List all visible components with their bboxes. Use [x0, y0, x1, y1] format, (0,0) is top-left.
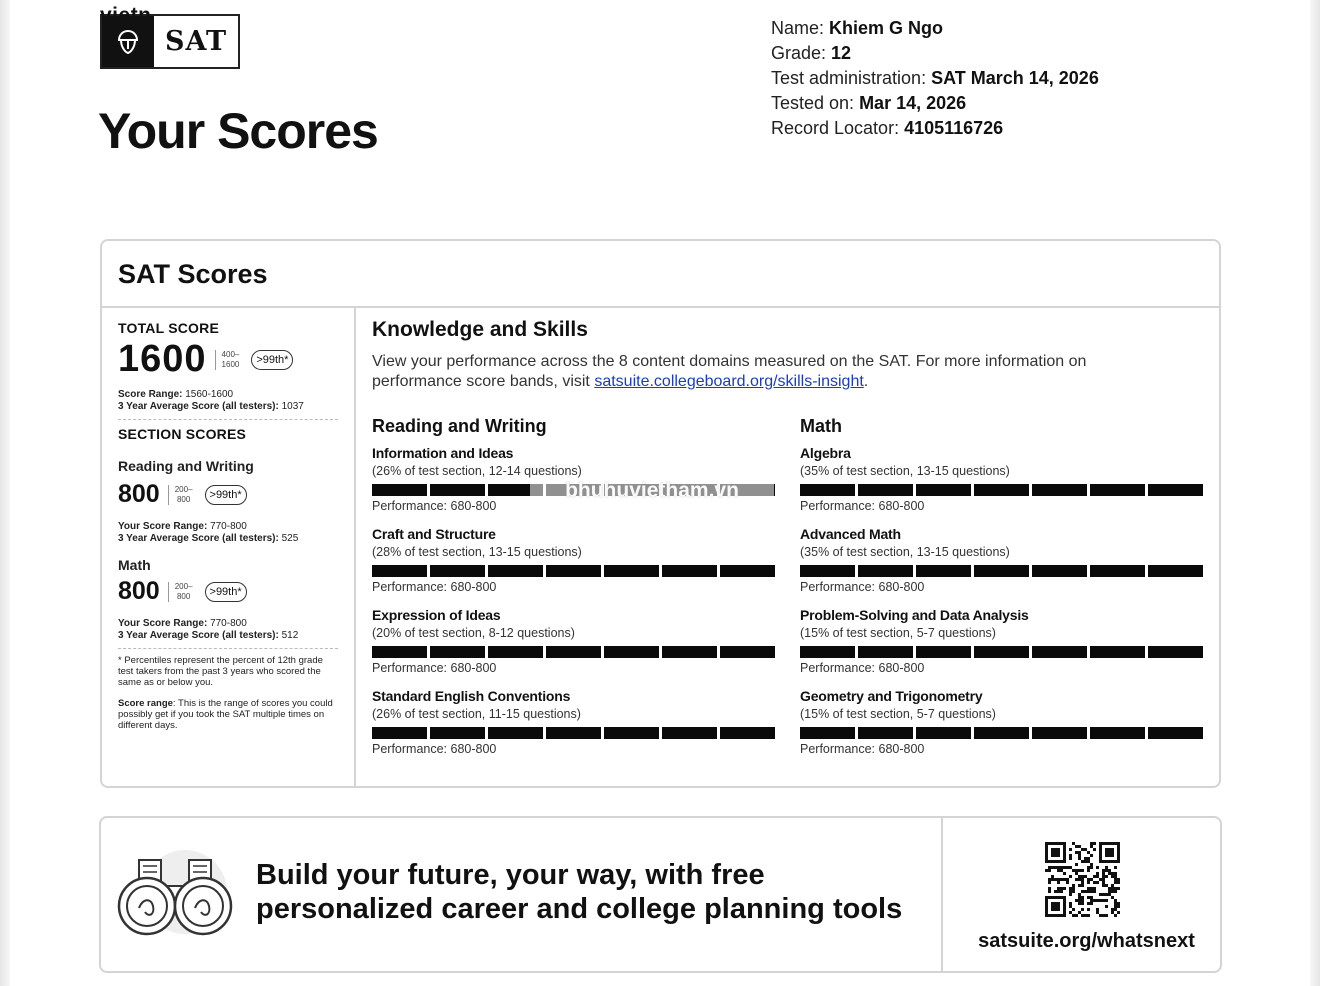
- performance-bar-segment: [604, 646, 659, 658]
- skill-weight: (35% of test section, 13-15 questions): [800, 545, 1010, 559]
- math-domains: [800, 416, 1204, 769]
- student-info: [771, 16, 1099, 141]
- test-admin: SAT March 14, 2026: [931, 68, 1099, 88]
- math-score-scale: 200– 800: [168, 582, 193, 602]
- performance-bar-segment: [1090, 727, 1145, 739]
- performance-bar-segment: [430, 727, 485, 739]
- student-grade-row: Grade: 12: [771, 43, 852, 63]
- performance-range: Performance: 680-800: [372, 580, 497, 594]
- performance-bar: [372, 727, 775, 739]
- performance-bar-segment: [1032, 565, 1087, 577]
- performance-bar-segment: [604, 727, 659, 739]
- skill-name: Problem-Solving and Data Analysis: [800, 607, 1029, 623]
- rw-score: 800: [118, 480, 160, 508]
- performance-bar-segment: [720, 646, 775, 658]
- performance-range: Performance: 680-800: [800, 661, 925, 675]
- skill-weight: (26% of test section, 12-14 questions): [372, 464, 582, 478]
- skill-domain: [372, 526, 776, 607]
- performance-bar-segment: [916, 484, 971, 496]
- skill-domain: [800, 526, 1204, 607]
- page-title: Your Scores: [98, 103, 378, 159]
- score-range-note: Score range: This is the range of scores you could possibly get if you took the SAT multiple times on different days.: [118, 698, 333, 731]
- score-summary: [102, 308, 356, 786]
- skill-domain: [800, 688, 1204, 769]
- card-title: SAT Scores: [102, 241, 1219, 308]
- performance-bar-segment: [372, 727, 427, 739]
- page-edge-left: [0, 0, 10, 986]
- performance-bar-segment: [858, 565, 913, 577]
- binoculars-icon: [113, 846, 237, 947]
- skill-domain: [372, 607, 776, 688]
- math-domains-title: Math: [800, 416, 842, 436]
- performance-range: Performance: 680-800: [800, 742, 925, 756]
- performance-bar-segment: [1090, 646, 1145, 658]
- performance-bar-segment: [1148, 565, 1203, 577]
- skill-name: Advanced Math: [800, 526, 901, 542]
- record-locator: 4105116726: [904, 118, 1004, 138]
- rw-score-scale: 200– 800: [168, 485, 193, 505]
- total-score-scale: 400– 1600: [215, 350, 240, 370]
- performance-bar-segment: [1090, 565, 1145, 577]
- banner-headline: Build your future, your way, with free personalized career and college planning tools: [256, 859, 903, 925]
- rw-label: Reading and Writing: [118, 458, 254, 474]
- performance-bar: [372, 565, 775, 577]
- performance-bar-segment: [1090, 484, 1145, 496]
- performance-range: Performance: 680-800: [372, 742, 497, 756]
- performance-range: Performance: 680-800: [800, 580, 925, 594]
- skill-name: Algebra: [800, 445, 851, 461]
- performance-bar-segment: [974, 484, 1029, 496]
- performance-bar-segment: [604, 565, 659, 577]
- performance-bar-segment: [430, 646, 485, 658]
- performance-bar: [800, 646, 1203, 658]
- performance-bar-segment: [546, 646, 601, 658]
- performance-bar-segment: [800, 727, 855, 739]
- performance-bar-segment: [546, 565, 601, 577]
- whatsnext-url[interactable]: satsuite.org/whatsnext: [978, 930, 1195, 952]
- skill-name: Expression of Ideas: [372, 607, 501, 623]
- skill-weight: (26% of test section, 11-15 questions): [372, 707, 581, 721]
- performance-bar-segment: [1032, 484, 1087, 496]
- performance-bar-segment: [800, 646, 855, 658]
- performance-bar-segment: [662, 646, 717, 658]
- performance-bar-segment: [1032, 646, 1087, 658]
- performance-bar-segment: [800, 565, 855, 577]
- performance-bar-segment: [974, 646, 1029, 658]
- math-score: 800: [118, 577, 160, 605]
- student-grade: 12: [831, 43, 852, 63]
- performance-bar-segment: [372, 565, 427, 577]
- performance-bar-segment: [1148, 484, 1203, 496]
- skill-name: Standard English Conventions: [372, 688, 571, 704]
- skill-domain: [372, 688, 776, 769]
- performance-bar-segment: [858, 727, 913, 739]
- math-score-meta: Your Score Range: 770-800 3 Year Average Score (all testers): 512: [118, 618, 299, 641]
- rw-domains: [372, 416, 776, 769]
- rw-score-meta: Your Score Range: 770-800 3 Year Average Score (all testers): 525: [118, 521, 299, 544]
- performance-bar: [800, 565, 1203, 577]
- student-name: Khiem G Ngo: [829, 18, 944, 38]
- performance-bar-segment: [720, 727, 775, 739]
- performance-bar-segment: [916, 565, 971, 577]
- performance-bar-segment: [372, 484, 427, 496]
- divider: [118, 419, 338, 420]
- section-scores-label: SECTION SCORES: [118, 426, 247, 442]
- performance-bar-segment: [974, 565, 1029, 577]
- performance-bar-segment: [1148, 727, 1203, 739]
- performance-bar-segment: [662, 565, 717, 577]
- skill-weight: (28% of test section, 13-15 questions): [372, 545, 582, 559]
- total-percentile-badge: >99th*: [251, 350, 293, 370]
- watermark: vietn: [100, 6, 152, 26]
- performance-bar-segment: [546, 727, 601, 739]
- skill-domain: [800, 607, 1204, 688]
- performance-bar-segment: [662, 727, 717, 739]
- qr-code-icon[interactable]: [1045, 842, 1120, 922]
- performance-range: Performance: 680-800: [372, 499, 497, 513]
- performance-bar-segment: [1148, 646, 1203, 658]
- performance-bar-segment: [858, 646, 913, 658]
- skill-weight: (15% of test section, 5-7 questions): [800, 626, 996, 640]
- watermark-overlay: bhuhuvietham.vn: [530, 478, 774, 504]
- sat-scores-card: [100, 239, 1221, 788]
- performance-bar-segment: [800, 484, 855, 496]
- total-score-label: TOTAL SCORE: [118, 320, 219, 336]
- math-label: Math: [118, 557, 151, 573]
- knowledge-skills-title: Knowledge and Skills: [372, 318, 588, 341]
- percentile-footnote: * Percentiles represent the percent of 12th grade test takers from the past 3 years who scored the same as or below you.: [118, 655, 323, 688]
- performance-bar-segment: [858, 484, 913, 496]
- rw-percentile-badge: >99th*: [205, 485, 247, 505]
- skill-name: Information and Ideas: [372, 445, 514, 461]
- performance-bar-segment: [916, 727, 971, 739]
- performance-bar-segment: [430, 565, 485, 577]
- skill-name: Geometry and Trigonometry: [800, 688, 983, 704]
- math-score-row: [118, 577, 338, 606]
- record-locator-row: Record Locator: 4105116726: [771, 118, 1004, 138]
- skill-weight: (20% of test section, 8-12 questions): [372, 626, 575, 640]
- performance-bar-segment: [916, 646, 971, 658]
- performance-bar: [800, 484, 1203, 496]
- skill-weight: (15% of test section, 5-7 questions): [800, 707, 996, 721]
- performance-range: Performance: 680-800: [800, 499, 925, 513]
- logo-text: SAT: [164, 26, 228, 57]
- rw-score-row: [118, 480, 338, 509]
- skill-domain: [800, 445, 1204, 526]
- planning-banner: [99, 816, 1222, 973]
- total-score-row: [118, 338, 338, 381]
- performance-bar-segment: [720, 565, 775, 577]
- performance-bar-segment: [372, 646, 427, 658]
- performance-bar-segment: [430, 484, 485, 496]
- skill-name: Craft and Structure: [372, 526, 496, 542]
- total-score: 1600: [118, 338, 207, 380]
- divider: [118, 648, 338, 649]
- performance-bar-segment: [974, 727, 1029, 739]
- math-percentile-badge: >99th*: [205, 582, 247, 602]
- performance-bar: [372, 646, 775, 658]
- total-score-meta: Score Range: 1560-1600 3 Year Average Score (all testers): 1037: [118, 389, 304, 412]
- tested-on: Mar 14, 2026: [859, 93, 967, 113]
- performance-bar-segment: [488, 565, 543, 577]
- performance-range: Performance: 680-800: [372, 661, 497, 675]
- banner-divider: [941, 818, 943, 971]
- tested-on-row: Tested on: Mar 14, 2026: [771, 93, 967, 113]
- performance-bar: [800, 727, 1203, 739]
- knowledge-skills: [358, 308, 1219, 786]
- page-edge-right: [1310, 0, 1320, 986]
- student-name-row: Name: Khiem G Ngo: [771, 18, 944, 38]
- rw-domains-title: Reading and Writing: [372, 416, 547, 436]
- test-admin-row: Test administration: SAT March 14, 2026: [771, 68, 1099, 88]
- knowledge-skills-desc: View your performance across the 8 content domains measured on the SAT. For more information on performance score bands, visit satsuite.collegeboard.org/skills-insight.: [372, 353, 1087, 390]
- skills-insight-link[interactable]: satsuite.collegeboard.org/skills-insight: [594, 373, 864, 390]
- performance-bar-segment: [488, 727, 543, 739]
- performance-bar-segment: [1032, 727, 1087, 739]
- performance-bar-segment: [488, 646, 543, 658]
- skill-weight: (35% of test section, 13-15 questions): [800, 464, 1010, 478]
